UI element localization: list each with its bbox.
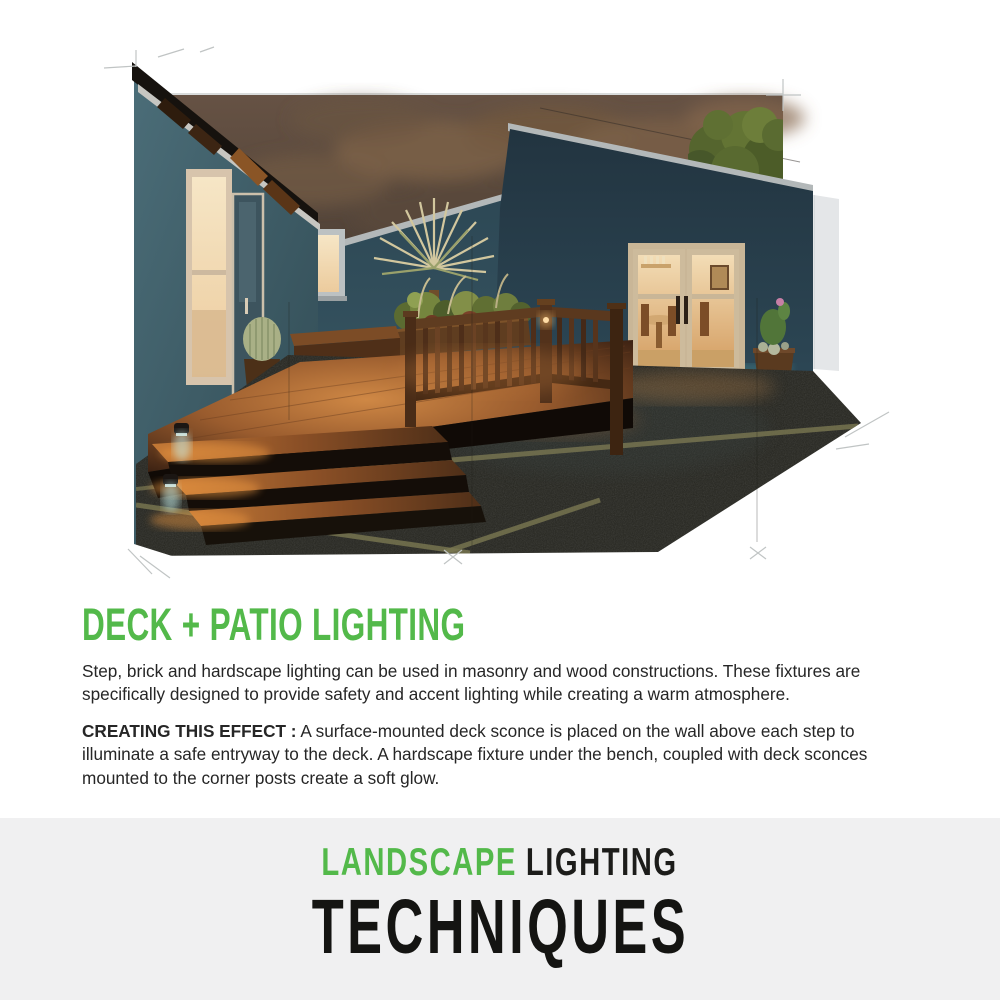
effect-text: A surface-mounted deck sconce is placed on the wall above each step to illuminate a safe entryway to the deck. A hardscape fixture under the bench, coupled with deck sconces mounted to the corner posts create a soft glow.: [82, 720, 868, 788]
stone-patio: [136, 355, 861, 556]
wood-deck: [148, 340, 633, 472]
left-lit-window: [186, 169, 232, 385]
brand-word-lighting: LIGHTING: [526, 841, 679, 884]
dusk-sky: [166, 93, 805, 332]
garden: [243, 198, 532, 389]
left-side-door: [233, 194, 263, 428]
cactus-right: [753, 298, 795, 381]
planter-shrubs: [392, 274, 532, 357]
intro-paragraph: Step, brick and hardscape lighting can be used in masonry and wood constructions. These fixtures are specifically designed to provide safety and accent lighting while creating a warm atmosphere.: [82, 661, 861, 705]
text-block: [82, 599, 930, 803]
series-title: TECHNIQUES: [311, 884, 689, 970]
yucca-plant: [374, 198, 494, 336]
footer-band: [0, 818, 1000, 1000]
brand-word-landscape: LANDSCAPE: [321, 841, 518, 884]
brand-line: [322, 843, 678, 882]
step-sconces: [162, 423, 191, 512]
middle-window: [291, 229, 347, 301]
deck-railing: [395, 299, 626, 455]
right-house: [494, 123, 813, 372]
page-title: DECK + PATIO LIGHTING: [82, 599, 466, 650]
trim-marks: [104, 47, 889, 578]
left-house: [132, 62, 320, 557]
middle-house: [250, 190, 517, 368]
bench: [290, 326, 400, 382]
unlit-wall-panel: [814, 195, 839, 371]
cactus-left: [243, 317, 281, 389]
tree: [680, 107, 798, 194]
deck-steps: [148, 398, 633, 545]
glass-double-door: [628, 243, 745, 379]
effect-label: CREATING THIS EFFECT :: [82, 720, 297, 741]
effect-paragraph: [82, 720, 930, 790]
